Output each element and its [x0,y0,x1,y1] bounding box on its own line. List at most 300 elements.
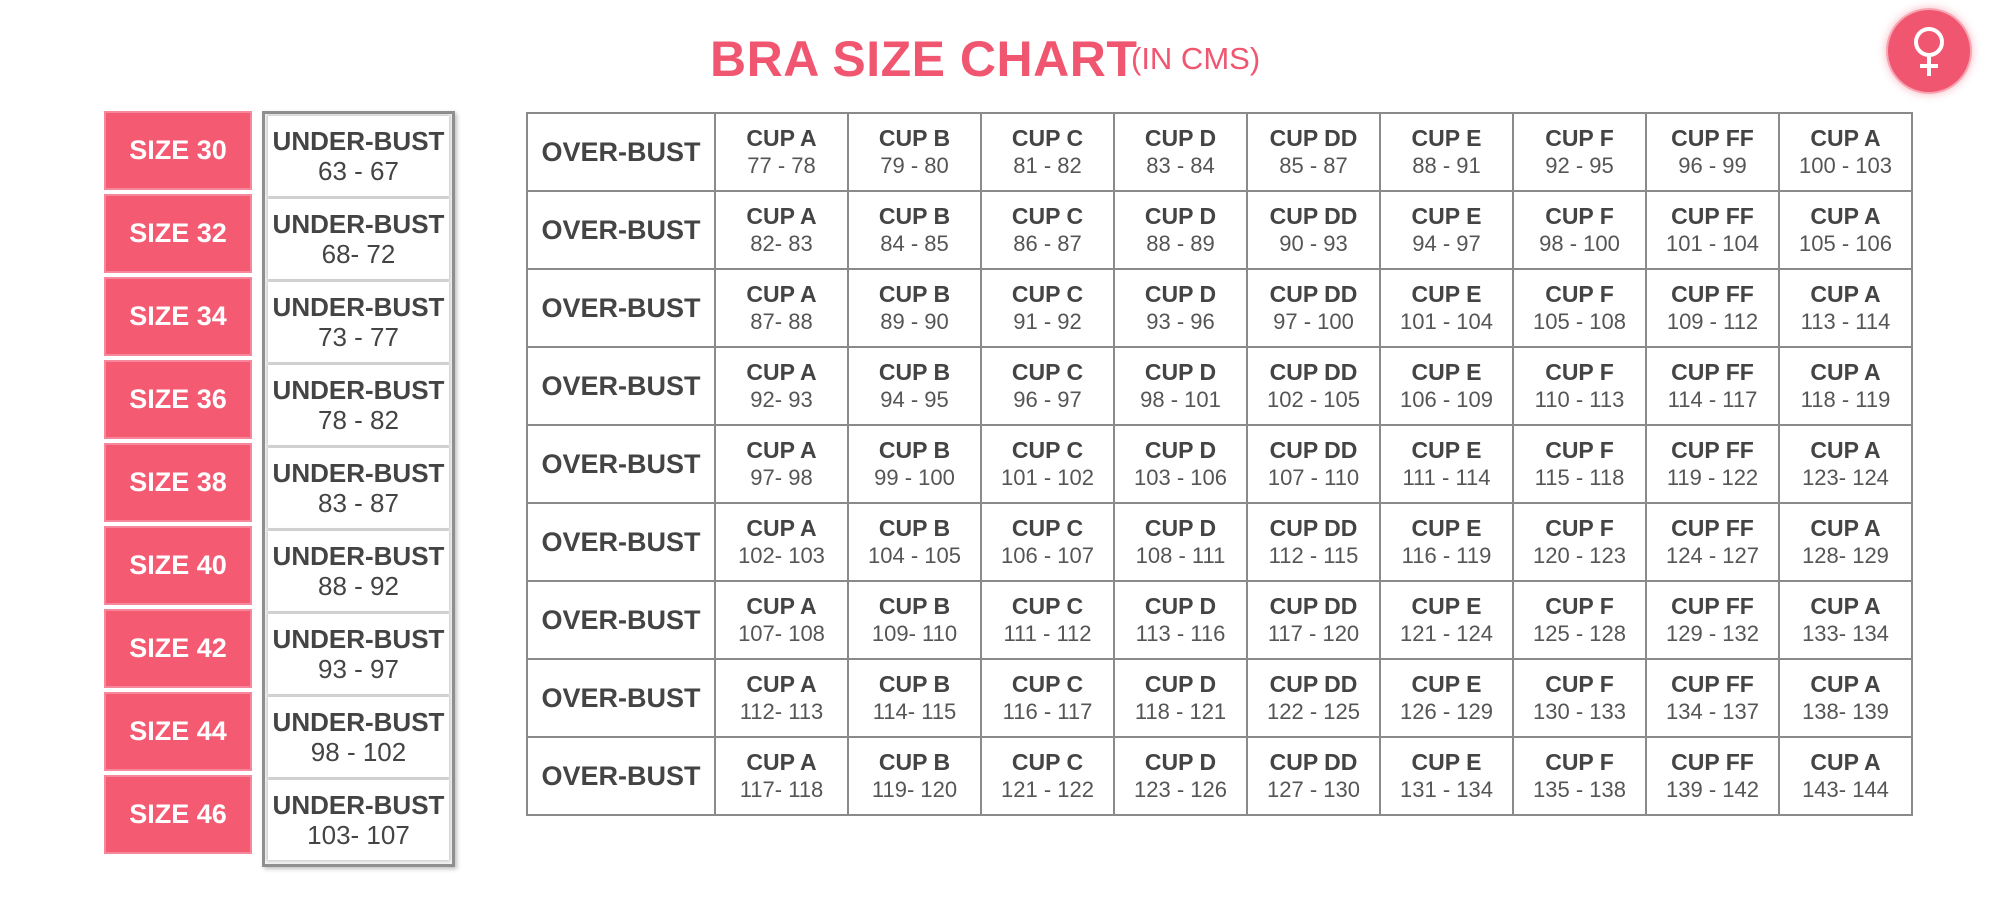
cup-range: 112- 113 [739,699,824,724]
cup-range: 94 - 97 [1412,231,1481,256]
cup-range: 113 - 116 [1135,621,1226,646]
cup-range: 118 - 119 [1800,387,1891,412]
under-bust-label: UNDER-BUST [272,458,445,488]
over-bust-label: OVER-BUST [527,269,715,347]
cup-cell [715,737,848,815]
cup-cell [848,581,981,659]
size-label: SIZE 42 [104,609,252,688]
cup-range: 114- 115 [872,699,957,724]
cup-range: 106 - 107 [1001,543,1094,568]
cup-label: CUP F [1545,281,1614,307]
cup-label: CUP DD [1269,515,1358,541]
table-row [527,425,1912,503]
cup-label: CUP DD [1269,203,1358,229]
over-bust-label: OVER-BUST [527,191,715,269]
cup-label: CUP FF [1671,749,1754,775]
under-bust-range: 93 - 97 [318,654,399,684]
cup-label: CUP B [878,671,951,697]
cup-cell [848,113,981,191]
cup-range: 99 - 100 [874,465,955,490]
under-bust-label: UNDER-BUST [272,292,445,322]
cup-range: 86 - 87 [1013,231,1082,256]
cup-range: 101 - 104 [1400,309,1493,334]
cup-label: CUP DD [1269,593,1358,619]
cup-cell [715,113,848,191]
cup-label: CUP D [1144,593,1217,619]
under-bust-column [262,111,455,867]
cup-label: CUP A [1810,359,1881,385]
table-row [527,269,1912,347]
cup-range: 104 - 105 [868,543,961,568]
cup-label: CUP FF [1671,203,1754,229]
cup-range: 96 - 99 [1678,153,1747,178]
cup-range: 89 - 90 [880,309,949,334]
cup-label: CUP FF [1671,671,1754,697]
cup-label: CUP C [1011,749,1084,775]
cup-cell [1247,581,1380,659]
cup-cell [1114,425,1247,503]
cup-range: 118 - 121 [1134,699,1227,724]
cup-cell [1779,269,1912,347]
cup-cell [981,347,1114,425]
cup-range: 143- 144 [1802,777,1889,802]
under-bust-label: UNDER-BUST [272,209,445,239]
under-bust-cell [268,448,449,528]
size-label: SIZE 46 [104,775,252,854]
cup-cell [1380,113,1513,191]
cup-range: 81 - 82 [1013,153,1082,178]
cup-cell [848,269,981,347]
size-column [104,111,252,858]
cup-range: 110 - 113 [1534,387,1625,412]
cup-range: 116 - 117 [1002,699,1093,724]
cup-label: CUP C [1011,359,1084,385]
cup-label: CUP A [1810,671,1881,697]
size-label: SIZE 30 [104,111,252,190]
cup-cell [848,737,981,815]
cup-label: CUP A [746,359,817,385]
cup-label: CUP DD [1269,359,1358,385]
cup-range: 84 - 85 [880,231,949,256]
cup-range: 103 - 106 [1134,465,1227,490]
under-bust-range: 98 - 102 [310,737,407,767]
over-bust-label: OVER-BUST [527,347,715,425]
cup-label: CUP A [746,593,817,619]
cup-label: CUP C [1011,593,1084,619]
cup-range: 129 - 132 [1666,621,1759,646]
cup-cell [715,191,848,269]
cup-range: 109 - 112 [1666,309,1759,334]
cup-range: 122 - 125 [1267,699,1360,724]
cup-cell [715,425,848,503]
cup-label: CUP D [1144,281,1217,307]
cup-label: CUP A [746,437,817,463]
cup-range: 113 - 114 [1800,309,1891,334]
cup-cell [1114,269,1247,347]
cup-cell [1646,113,1779,191]
cup-range: 117 - 120 [1267,621,1360,646]
under-bust-range: 68- 72 [321,239,396,269]
under-bust-range: 73 - 77 [318,322,399,352]
cup-range: 114 - 117 [1667,387,1758,412]
cup-range: 106 - 109 [1400,387,1493,412]
cup-range: 128- 129 [1802,543,1889,568]
cup-cell [1380,191,1513,269]
cup-label: CUP A [746,671,817,697]
cup-label: CUP C [1011,281,1084,307]
cup-label: CUP A [746,203,817,229]
cup-label: CUP F [1545,125,1614,151]
cup-cell [1779,581,1912,659]
cup-label: CUP FF [1671,437,1754,463]
cup-range: 117- 118 [739,777,824,802]
cup-cell [1779,737,1912,815]
cup-cell [1513,113,1646,191]
under-bust-cell [268,199,449,279]
cup-range: 77 - 78 [747,153,816,178]
under-bust-cell [268,531,449,611]
cup-label: CUP D [1144,671,1217,697]
under-bust-range: 83 - 87 [318,488,399,518]
cup-label: CUP F [1545,749,1614,775]
cup-range: 85 - 87 [1279,153,1348,178]
cup-range: 98 - 100 [1539,231,1620,256]
over-bust-label: OVER-BUST [527,581,715,659]
under-bust-cell [268,780,449,860]
cup-cell [1513,581,1646,659]
cup-range: 120 - 123 [1533,543,1626,568]
cup-label: CUP B [878,359,951,385]
cup-cell [1247,113,1380,191]
cup-cell [1247,425,1380,503]
cup-label: CUP B [878,281,951,307]
table-row [527,581,1912,659]
cup-label: CUP FF [1671,515,1754,541]
female-symbol-icon [1888,10,1970,92]
cup-cell [1114,737,1247,815]
under-bust-label: UNDER-BUST [272,790,445,820]
cup-cell [1779,113,1912,191]
cup-cell [848,191,981,269]
cup-range: 101 - 104 [1666,231,1759,256]
cup-cell [1646,737,1779,815]
under-bust-cell [268,365,449,445]
cup-label: CUP F [1545,203,1614,229]
cup-label: CUP DD [1269,671,1358,697]
cup-label: CUP E [1411,437,1482,463]
cup-label: CUP E [1411,125,1482,151]
cup-range: 112 - 115 [1268,543,1359,568]
cup-range: 115 - 118 [1534,465,1625,490]
cup-range: 125 - 128 [1533,621,1626,646]
cup-label: CUP A [746,515,817,541]
cup-cell [981,191,1114,269]
cup-range: 111 - 114 [1402,465,1491,490]
cup-range: 93 - 96 [1146,309,1215,334]
over-bust-label: OVER-BUST [527,659,715,737]
cup-label: CUP D [1144,515,1217,541]
cup-label: CUP B [878,749,951,775]
cup-range: 83 - 84 [1146,153,1215,178]
under-bust-cell [268,116,449,196]
size-label: SIZE 34 [104,277,252,356]
cup-range: 111 - 112 [1003,621,1092,646]
cup-cell [981,503,1114,581]
cup-cell [848,503,981,581]
cup-label: CUP A [746,749,817,775]
cup-range: 139 - 142 [1666,777,1759,802]
cup-label: CUP B [878,515,951,541]
cup-range: 91 - 92 [1013,309,1082,334]
cup-range: 102 - 105 [1267,387,1360,412]
cup-cell [981,659,1114,737]
cup-label: CUP FF [1671,359,1754,385]
cup-range: 101 - 102 [1001,465,1094,490]
cup-label: CUP A [1810,203,1881,229]
cup-cell [848,659,981,737]
cup-label: CUP A [1810,593,1881,619]
cup-label: CUP D [1144,359,1217,385]
under-bust-cell [268,282,449,362]
cup-cell [848,425,981,503]
cup-cell [1380,425,1513,503]
cup-cell [848,347,981,425]
cup-range: 131 - 134 [1400,777,1493,802]
cup-cell [981,425,1114,503]
cup-label: CUP A [1810,749,1881,775]
cup-label: CUP B [878,437,951,463]
cup-label: CUP E [1411,359,1482,385]
cup-range: 90 - 93 [1279,231,1348,256]
cup-range: 109- 110 [871,621,958,646]
table-row [527,737,1912,815]
cup-label: CUP FF [1671,125,1754,151]
cup-label: CUP B [878,125,951,151]
cup-range: 82- 83 [750,231,813,256]
cup-cell [981,581,1114,659]
cup-label: CUP B [878,593,951,619]
cup-cell [1513,503,1646,581]
cup-label: CUP DD [1269,437,1358,463]
cup-cell [1114,347,1247,425]
cup-label: CUP D [1144,437,1217,463]
cup-label: CUP A [1810,515,1881,541]
size-label: SIZE 36 [104,360,252,439]
cup-range: 102- 103 [738,543,825,568]
cup-label: CUP F [1545,671,1614,697]
cup-cell [1114,581,1247,659]
cup-cell [1247,737,1380,815]
cup-range: 97 - 100 [1273,309,1354,334]
under-bust-cell [268,697,449,777]
cup-cell [1513,347,1646,425]
cup-label: CUP C [1011,515,1084,541]
cup-cell [1114,113,1247,191]
cup-cell [715,503,848,581]
cup-cell [1380,269,1513,347]
cup-cell [1646,347,1779,425]
cup-range: 79 - 80 [880,153,949,178]
over-bust-label: OVER-BUST [527,113,715,191]
under-bust-label: UNDER-BUST [272,541,445,571]
cup-range: 123 - 126 [1134,777,1227,802]
cup-label: CUP DD [1269,749,1358,775]
cup-range: 121 - 122 [1001,777,1094,802]
table-row [527,503,1912,581]
under-bust-label: UNDER-BUST [272,707,445,737]
cup-cell [1513,425,1646,503]
cup-cell [1247,191,1380,269]
cup-cell [1646,581,1779,659]
cup-range: 123- 124 [1802,465,1889,490]
cup-range: 119 - 122 [1666,465,1759,490]
under-bust-range: 78 - 82 [318,405,399,435]
cup-cell [981,269,1114,347]
cup-range: 107 - 110 [1267,465,1360,490]
table-row [527,659,1912,737]
cup-label: CUP A [746,125,817,151]
cup-cell [715,659,848,737]
cup-cell [1779,347,1912,425]
cup-cell [715,581,848,659]
cup-label: CUP F [1545,359,1614,385]
cup-cell [1513,737,1646,815]
cup-label: CUP A [1810,281,1881,307]
cup-range: 108 - 111 [1135,543,1226,568]
cup-cell [1114,191,1247,269]
cup-label: CUP E [1411,671,1482,697]
cup-range: 100 - 103 [1799,153,1892,178]
cup-range: 119- 120 [871,777,958,802]
table-row [527,191,1912,269]
cup-range: 105 - 106 [1799,231,1892,256]
cup-range: 92- 93 [750,387,813,412]
cup-label: CUP E [1411,593,1482,619]
under-bust-range: 103- 107 [307,820,410,850]
cup-range: 98 - 101 [1140,387,1221,412]
under-bust-label: UNDER-BUST [272,126,445,156]
cup-label: CUP E [1411,749,1482,775]
cup-cell [1380,581,1513,659]
under-bust-label: UNDER-BUST [272,624,445,654]
cup-cell [1646,503,1779,581]
cup-label: CUP C [1011,437,1084,463]
cup-label: CUP F [1545,437,1614,463]
header [0,28,2000,90]
under-bust-range: 63 - 67 [318,156,399,186]
cup-cell [1779,659,1912,737]
size-label: SIZE 40 [104,526,252,605]
cup-label: CUP F [1545,593,1614,619]
cup-cell [1114,503,1247,581]
over-bust-label: OVER-BUST [527,425,715,503]
cup-range: 138- 139 [1802,699,1889,724]
cup-label: CUP FF [1671,593,1754,619]
cup-label: CUP E [1411,515,1482,541]
cup-cell [981,113,1114,191]
cup-range: 105 - 108 [1533,309,1626,334]
cup-range: 88 - 91 [1412,153,1481,178]
cup-label: CUP F [1545,515,1614,541]
cup-cell [1247,269,1380,347]
cup-cell [1513,191,1646,269]
table-row [527,113,1912,191]
cup-range: 94 - 95 [880,387,949,412]
cup-cell [1380,347,1513,425]
table-row [527,347,1912,425]
cup-cell [715,269,848,347]
cup-cell [1646,269,1779,347]
cup-label: CUP E [1411,281,1482,307]
cup-range: 88 - 89 [1146,231,1215,256]
under-bust-label: UNDER-BUST [272,375,445,405]
page-title: BRA SIZE CHART [710,31,1138,87]
cup-range: 107- 108 [738,621,825,646]
over-bust-table [526,112,1913,816]
cup-cell [1646,425,1779,503]
cup-label: CUP C [1011,203,1084,229]
cup-range: 87- 88 [750,309,813,334]
size-label: SIZE 32 [104,194,252,273]
cup-label: CUP A [1810,437,1881,463]
cup-label: CUP B [878,203,951,229]
cup-range: 135 - 138 [1533,777,1626,802]
cup-label: CUP A [746,281,817,307]
size-label: SIZE 38 [104,443,252,522]
cup-label: CUP FF [1671,281,1754,307]
cup-label: CUP D [1144,203,1217,229]
cup-range: 124 - 127 [1666,543,1759,568]
cup-cell [1380,503,1513,581]
cup-cell [1779,503,1912,581]
under-bust-range: 88 - 92 [318,571,399,601]
cup-range: 116 - 119 [1401,543,1492,568]
under-bust-cell [268,614,449,694]
cup-cell [1779,425,1912,503]
cup-label: CUP C [1011,671,1084,697]
cup-label: CUP DD [1269,281,1358,307]
cup-range: 130 - 133 [1533,699,1626,724]
cup-range: 126 - 129 [1400,699,1493,724]
cup-cell [1646,659,1779,737]
cup-label: CUP A [1810,125,1881,151]
cup-cell [1114,659,1247,737]
cup-cell [1513,659,1646,737]
cup-cell [1247,347,1380,425]
cup-cell [981,737,1114,815]
cup-label: CUP E [1411,203,1482,229]
size-label: SIZE 44 [104,692,252,771]
cup-range: 96 - 97 [1013,387,1082,412]
page-subtitle: (IN CMS) [1131,41,1261,76]
cup-cell [1380,659,1513,737]
cup-label: CUP DD [1269,125,1358,151]
cup-label: CUP C [1011,125,1084,151]
cup-cell [1247,659,1380,737]
cup-cell [1513,269,1646,347]
cup-range: 133- 134 [1802,621,1889,646]
cup-cell [715,347,848,425]
cup-cell [1247,503,1380,581]
cup-cell [1380,737,1513,815]
cup-range: 121 - 124 [1400,621,1493,646]
cup-cell [1646,191,1779,269]
over-bust-label: OVER-BUST [527,737,715,815]
cup-range: 127 - 130 [1267,777,1360,802]
cup-label: CUP D [1144,125,1217,151]
cup-cell [1779,191,1912,269]
cup-range: 134 - 137 [1666,699,1759,724]
